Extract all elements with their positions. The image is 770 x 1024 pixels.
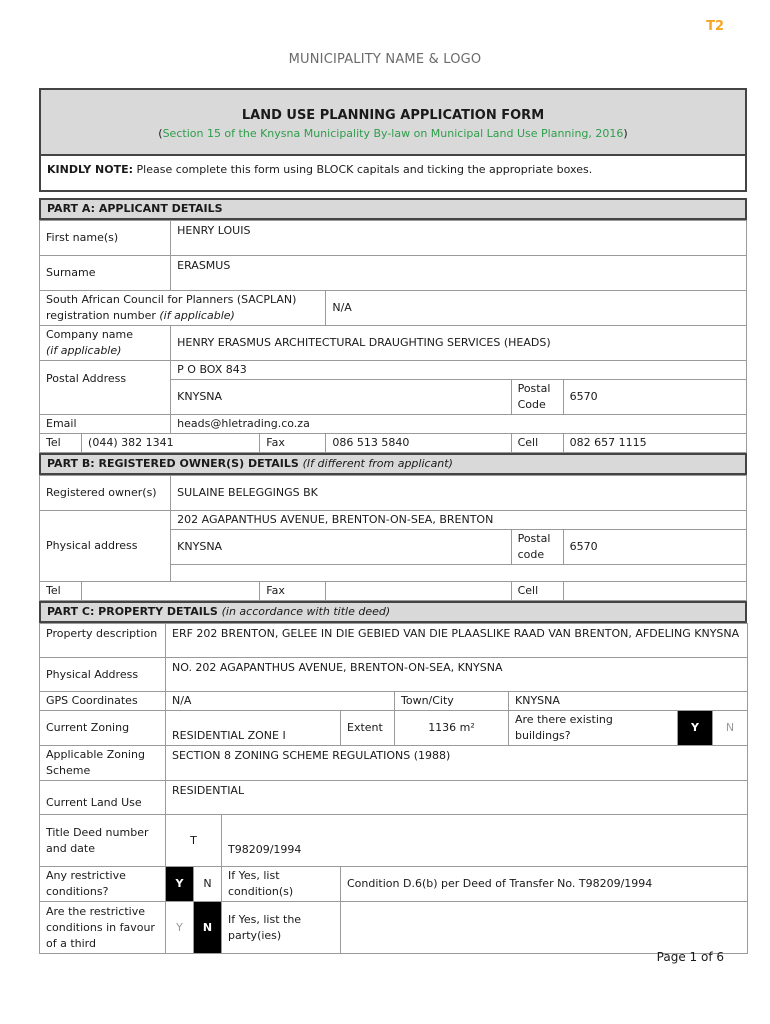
part-b-table	[39, 475, 747, 601]
sacplan-label-note: (if applicable)	[159, 309, 235, 322]
surname-field[interactable]: ERASMUS	[171, 256, 747, 291]
property-description-field[interactable]: ERF 202 BRENTON, GELEE IN DIE GEBIED VAN DIE PLAASLIKE RAAD VAN BRENTON, AFDELING KNYSNA	[166, 624, 748, 658]
sacplan-label-text: South African Council for Planners (SACPLAN) registration number	[46, 293, 297, 322]
owner-cell-field[interactable]	[563, 582, 746, 601]
email-label: Email	[40, 415, 171, 434]
form-title: LAND USE PLANNING APPLICATION FORM	[241, 108, 545, 123]
company-field[interactable]: HENRY ERASMUS ARCHITECTURAL DRAUGHTING SERVICES (HEADS)	[171, 326, 747, 361]
part-a-heading: PART A: APPLICANT DETAILS	[39, 198, 747, 220]
postal-code-field[interactable]: 6570	[563, 380, 746, 415]
third-party-yes[interactable]: Y	[166, 902, 194, 954]
list-conditions-field[interactable]: Condition D.6(b) per Deed of Transfer No. T98209/1994	[341, 867, 748, 902]
cell-field[interactable]: 082 657 1115	[563, 434, 746, 453]
company-label-text: Company name	[46, 328, 134, 341]
property-description-label: Property description	[40, 624, 166, 658]
current-zoning-label: Current Zoning	[40, 711, 166, 746]
part-a-table	[39, 220, 747, 453]
title-deed-label: Title Deed number and date	[40, 815, 166, 867]
restrictive-conditions-label: Any restrictive conditions?	[40, 867, 166, 902]
part-c-table	[39, 623, 748, 954]
current-land-use-field[interactable]: RESIDENTIAL	[166, 781, 748, 815]
zoning-scheme-field[interactable]: SECTION 8 ZONING SCHEME REGULATIONS (1988)	[166, 746, 748, 781]
owner-fax-label: Fax	[260, 582, 326, 601]
title-deed-field[interactable]: T98209/1994	[222, 815, 748, 867]
part-b-heading-note: (If different from applicant)	[302, 457, 453, 470]
owner-postal-code-field[interactable]: 6570	[563, 530, 746, 565]
fax-field[interactable]: 086 513 5840	[326, 434, 511, 453]
property-physical-label: Physical Address	[40, 658, 166, 692]
owner-postal-code-label: Postal code	[511, 530, 563, 565]
owner-cell-label: Cell	[511, 582, 563, 601]
municipality-header: MUNICIPALITY NAME & LOGO	[288, 52, 482, 67]
sacplan-label	[40, 291, 326, 326]
part-c-heading-note: (in accordance with title deed)	[221, 605, 391, 618]
owner-tel-field[interactable]	[82, 582, 260, 601]
registered-owner-field[interactable]: SULAINE BELEGGINGS BK	[171, 476, 747, 511]
page-number: Page 1 of 6	[656, 950, 724, 964]
owner-physical-label: Physical address	[40, 511, 171, 582]
existing-buildings-no[interactable]: N	[713, 711, 748, 746]
owner-tel-label: Tel	[40, 582, 82, 601]
registered-owner-label: Registered owner(s)	[40, 476, 171, 511]
list-conditions-label: If Yes, list condition(s)	[222, 867, 341, 902]
tel-label: Tel	[40, 434, 82, 453]
zoning-scheme-label: Applicable Zoning Scheme	[40, 746, 166, 781]
part-c-heading-text: PART C: PROPERTY DETAILS	[47, 605, 218, 618]
extent-label: Extent	[341, 711, 395, 746]
company-label-note: (if applicable)	[46, 344, 122, 357]
owner-physical-line1[interactable]: 202 AGAPANTHUS AVENUE, BRENTON-ON-SEA, BRENTON	[171, 511, 747, 530]
postal-address-label: Postal Address	[40, 361, 171, 415]
existing-buildings-yes[interactable]: Y	[678, 711, 713, 746]
current-land-use-label: Current Land Use	[40, 781, 166, 815]
subtitle-close: )	[623, 127, 628, 140]
subtitle-open: (	[158, 127, 163, 140]
third-party-no[interactable]: N	[194, 902, 222, 954]
postal-code-label: Postal Code	[511, 380, 563, 415]
part-b-heading	[39, 453, 747, 475]
owner-fax-field[interactable]	[326, 582, 511, 601]
bylaw-reference: Section 15 of the Knysna Municipality By-law on Municipal Land Use Planning, 2016	[162, 127, 624, 140]
list-party-field[interactable]	[341, 902, 748, 954]
cell-label: Cell	[511, 434, 563, 453]
fax-label: Fax	[260, 434, 326, 453]
existing-buildings-label: Are there existing buildings?	[509, 711, 678, 746]
current-zoning-field[interactable]: RESIDENTIAL ZONE I	[166, 711, 341, 746]
gps-label: GPS Coordinates	[40, 692, 166, 711]
company-label	[40, 326, 171, 361]
extent-field[interactable]: 1136 m²	[395, 711, 509, 746]
list-party-label: If Yes, list the party(ies)	[222, 902, 341, 954]
sacplan-field[interactable]: N/A	[326, 291, 747, 326]
form-title-box	[39, 88, 747, 156]
kindly-note	[39, 156, 747, 192]
email-field[interactable]: heads@hletrading.co.za	[171, 415, 747, 434]
document-tag: T2	[706, 19, 724, 34]
property-physical-field[interactable]: NO. 202 AGAPANTHUS AVENUE, BRENTON-ON-SEA, KNYSNA	[166, 658, 748, 692]
surname-label: Surname	[40, 256, 171, 291]
town-field[interactable]: KNYSNA	[509, 692, 748, 711]
third-party-label: Are the restrictive conditions in favour of a third	[40, 902, 166, 954]
owner-physical-line3[interactable]	[171, 565, 747, 582]
application-form	[39, 88, 747, 954]
restrictive-conditions-yes[interactable]: Y	[166, 867, 194, 902]
title-deed-prefix: T	[166, 815, 222, 867]
gps-field[interactable]: N/A	[166, 692, 395, 711]
postal-address-line2[interactable]: KNYSNA	[171, 380, 511, 415]
town-label: Town/City	[395, 692, 509, 711]
first-name-field[interactable]: HENRY LOUIS	[171, 221, 747, 256]
tel-field[interactable]: (044) 382 1341	[82, 434, 260, 453]
first-name-label: First name(s)	[40, 221, 171, 256]
form-subtitle	[47, 127, 739, 140]
part-c-heading	[39, 601, 747, 623]
restrictive-conditions-no[interactable]: N	[194, 867, 222, 902]
note-label: KINDLY NOTE:	[47, 163, 134, 176]
part-b-heading-text: PART B: REGISTERED OWNER(S) DETAILS	[47, 457, 299, 470]
note-text: Please complete this form using BLOCK capitals and ticking the appropriate boxes.	[133, 163, 593, 176]
postal-address-line1[interactable]: P O BOX 843	[171, 361, 747, 380]
owner-physical-line2[interactable]: KNYSNA	[171, 530, 511, 565]
